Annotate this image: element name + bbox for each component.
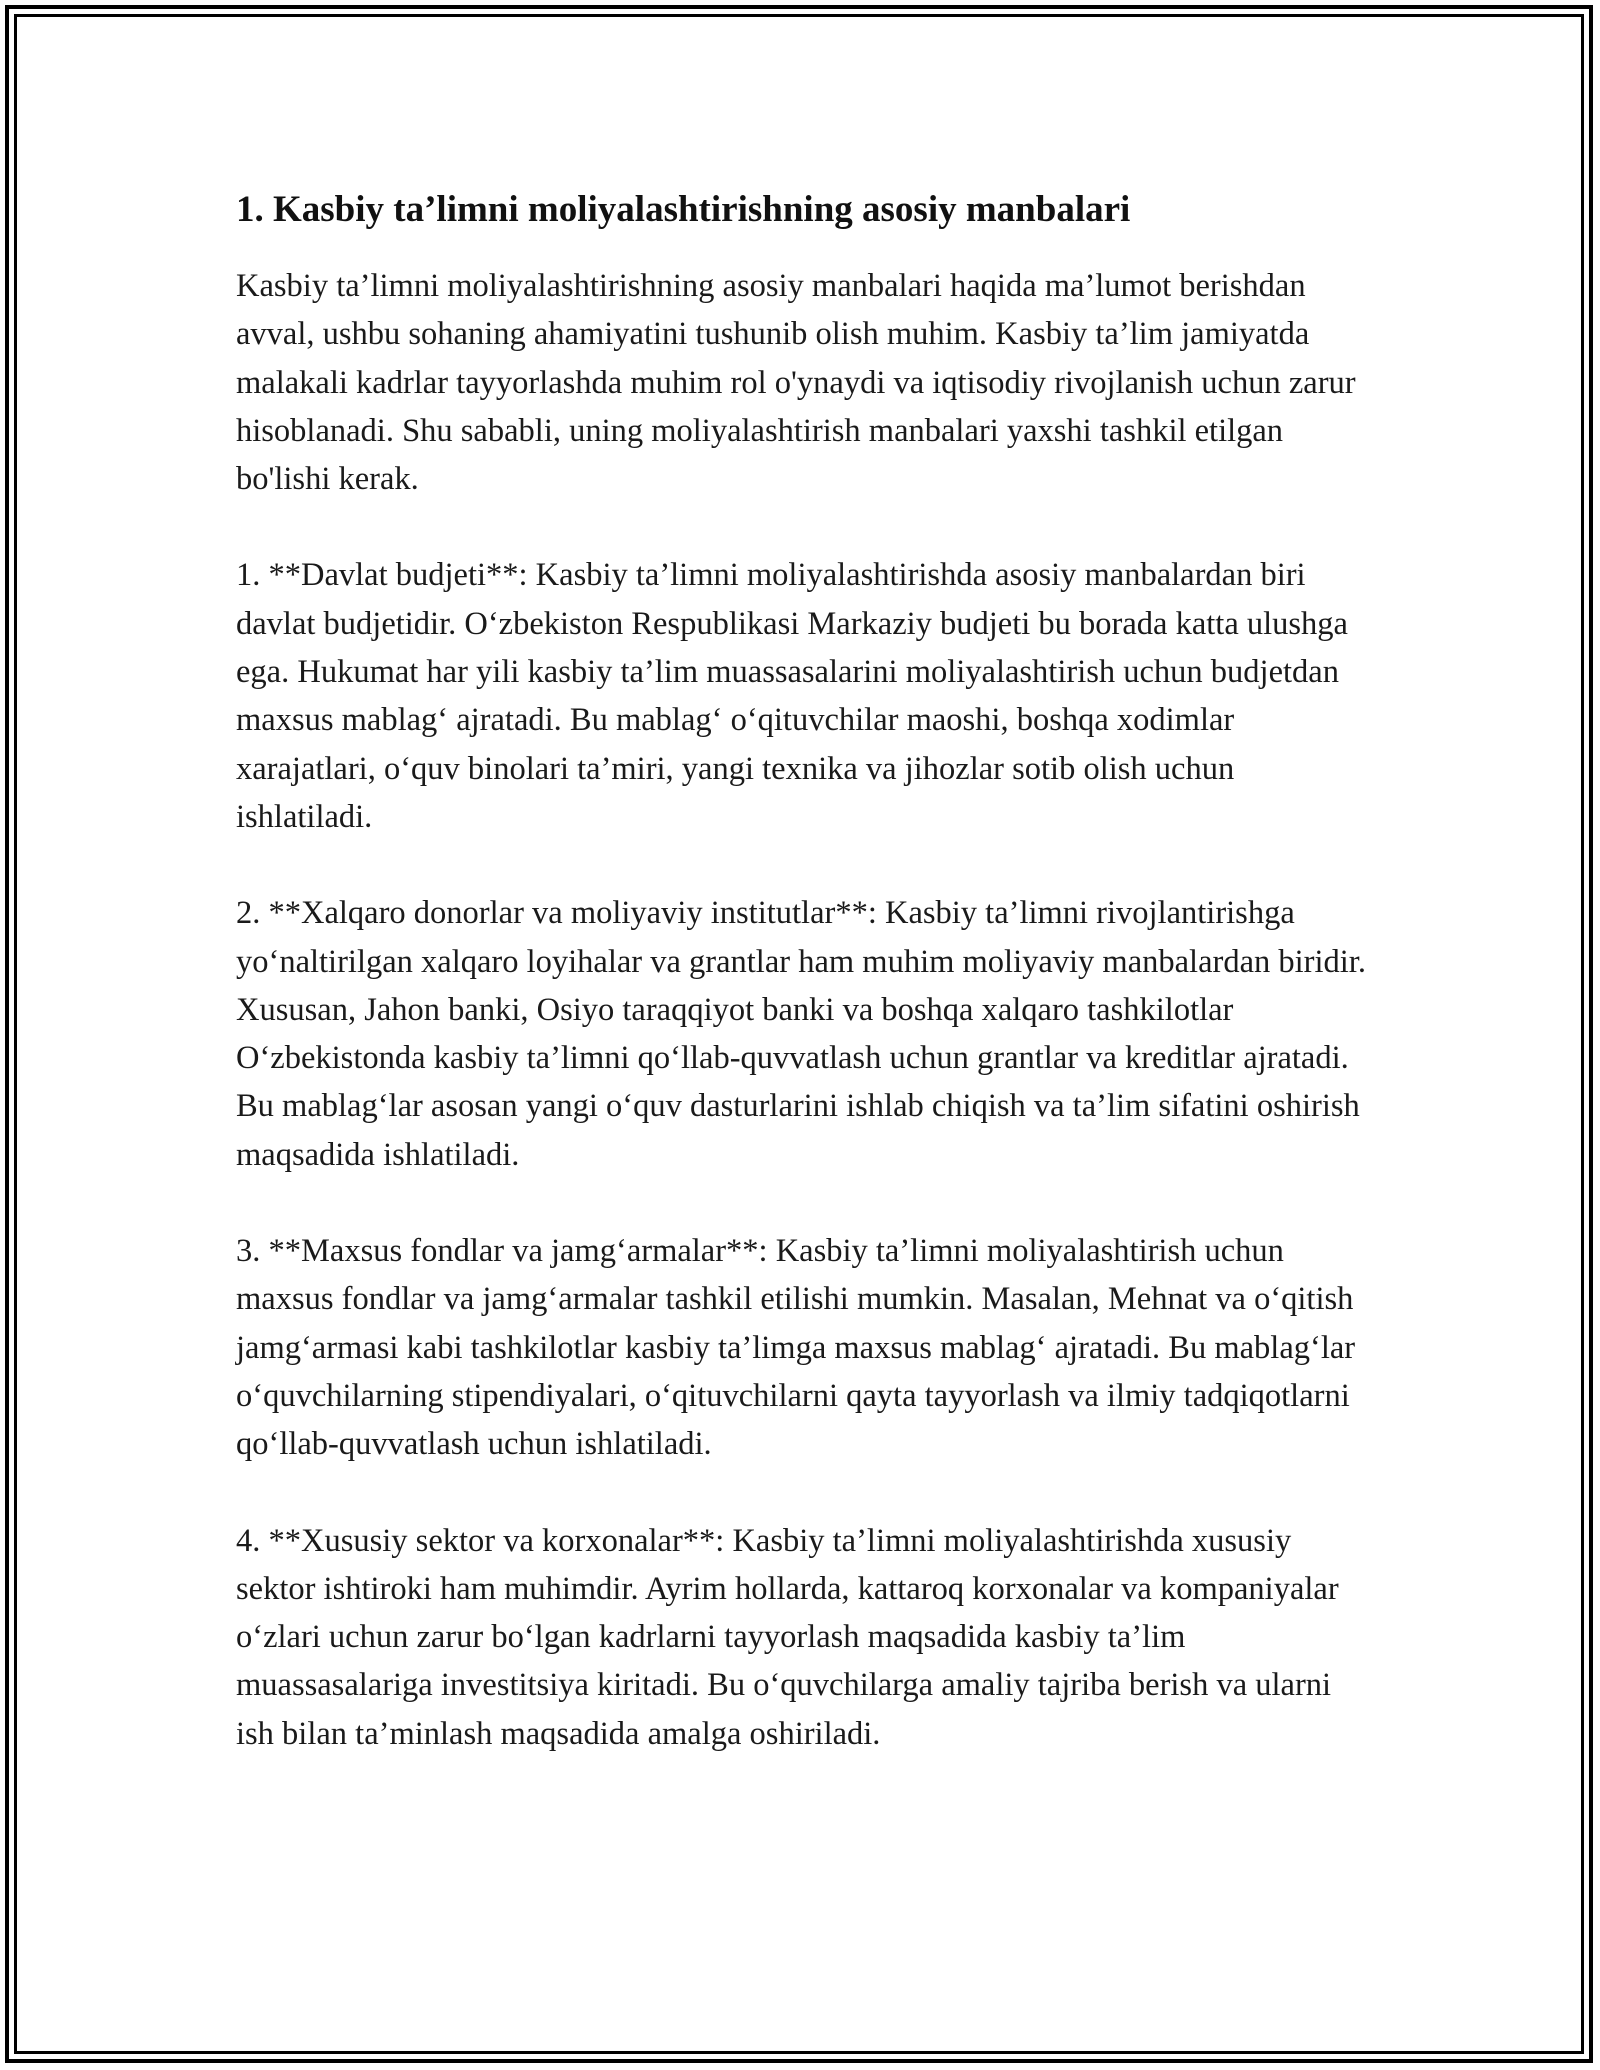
paragraph-state-budget: 1. **Davlat budjeti**: Kasbiy ta’limni moliyalashtirishda asosiy manbalardan biri davlat budjetidir. O‘zbekiston Respublikasi Markaziy budjeti bu borada katta ulushga ega. Hukumat har yili kasbiy ta’lim muassasalarini moliyalashtirish uchun budjetdan maxsus mablag‘ ajratadi. Bu mablag‘ o‘qituvchilar maoshi, boshqa xodimlar xarajatlari, o‘quv binolari ta’miri, yangi texnika va jihozlar sotib olish uchun ishlatiladi. [236, 557, 1348, 835]
paragraph-special-funds: 3. **Maxsus fondlar va jamg‘armalar**: Kasbiy ta’limni moliyalashtirish uchun maxsus fondlar va jamg‘armalar tashkil etilishi mumkin. Masalan, Mehnat va o‘qitish jamg‘armasi kabi tashkilotlar kasbiy ta’limga maxsus mablag‘ ajratadi. Bu mablag‘lar o‘quvchilarning stipendiyalari, o‘qituvchilarni qayta tayyorlash va ilmiy tadqiqotlarni qo‘llab-quvvatlash uchun ishlatiladi. [236, 1233, 1356, 1463]
document-title: 1. Kasbiy ta’limni moliyalashtirishning asosiy manbalari [236, 189, 1131, 230]
paragraph-private-sector: 4. **Xususiy sektor va korxonalar**: Kasbiy ta’limni moliyalashtirishda xususiy sektor ishtiroki ham muhimdir. Ayrim hollarda, kattaroq korxonalar va kompaniyalar o‘zlari uchun zarur bo‘lgan kadrlarni tayyorlash maqsadida kasbiy ta’lim muassasalariga investitsiya kiritadi. Bu o‘quvchilarga amaliy tajriba berish va ularni ish bilan ta’minlash maqsadida amalga oshiriladi. [236, 1522, 1339, 1752]
paragraph-intro: Kasbiy ta’limni moliyalashtirishning asosiy manbalari haqida ma’lumot berishdan avval, ushbu sohaning ahamiyatini tushunib olish muhim. Kasbiy ta’lim jamiyatda malakali kadrlar tayyorlashda muhim rol o'ynaydi va iqtisodiy rivojlanish uchun zarur hisoblanadi. Shu sababli, uning moliyalashtirish manbalari yaxshi tashkil etilgan bo'lishi kerak. [236, 268, 1356, 498]
document-body [236, 186, 1376, 1806]
paragraph-international-donors: 2. **Xalqaro donorlar va moliyaviy institutlar**: Kasbiy ta’limni rivojlantirishga yo‘naltirilgan xalqaro loyihalar va grantlar ham muhim moliyaviy manbalardan biridir. Xususan, Jahon banki, Osiyo taraqqiyot banki va boshqa xalqaro tashkilotlar O‘zbekistonda kasbiy ta’limni qo‘llab-quvvatlash uchun grantlar va kreditlar ajratadi. Bu mablag‘lar asosan yangi o‘quv dasturlarini ishlab chiqish va ta’lim sifatini oshirish maqsadida ishlatiladi. [236, 895, 1366, 1173]
